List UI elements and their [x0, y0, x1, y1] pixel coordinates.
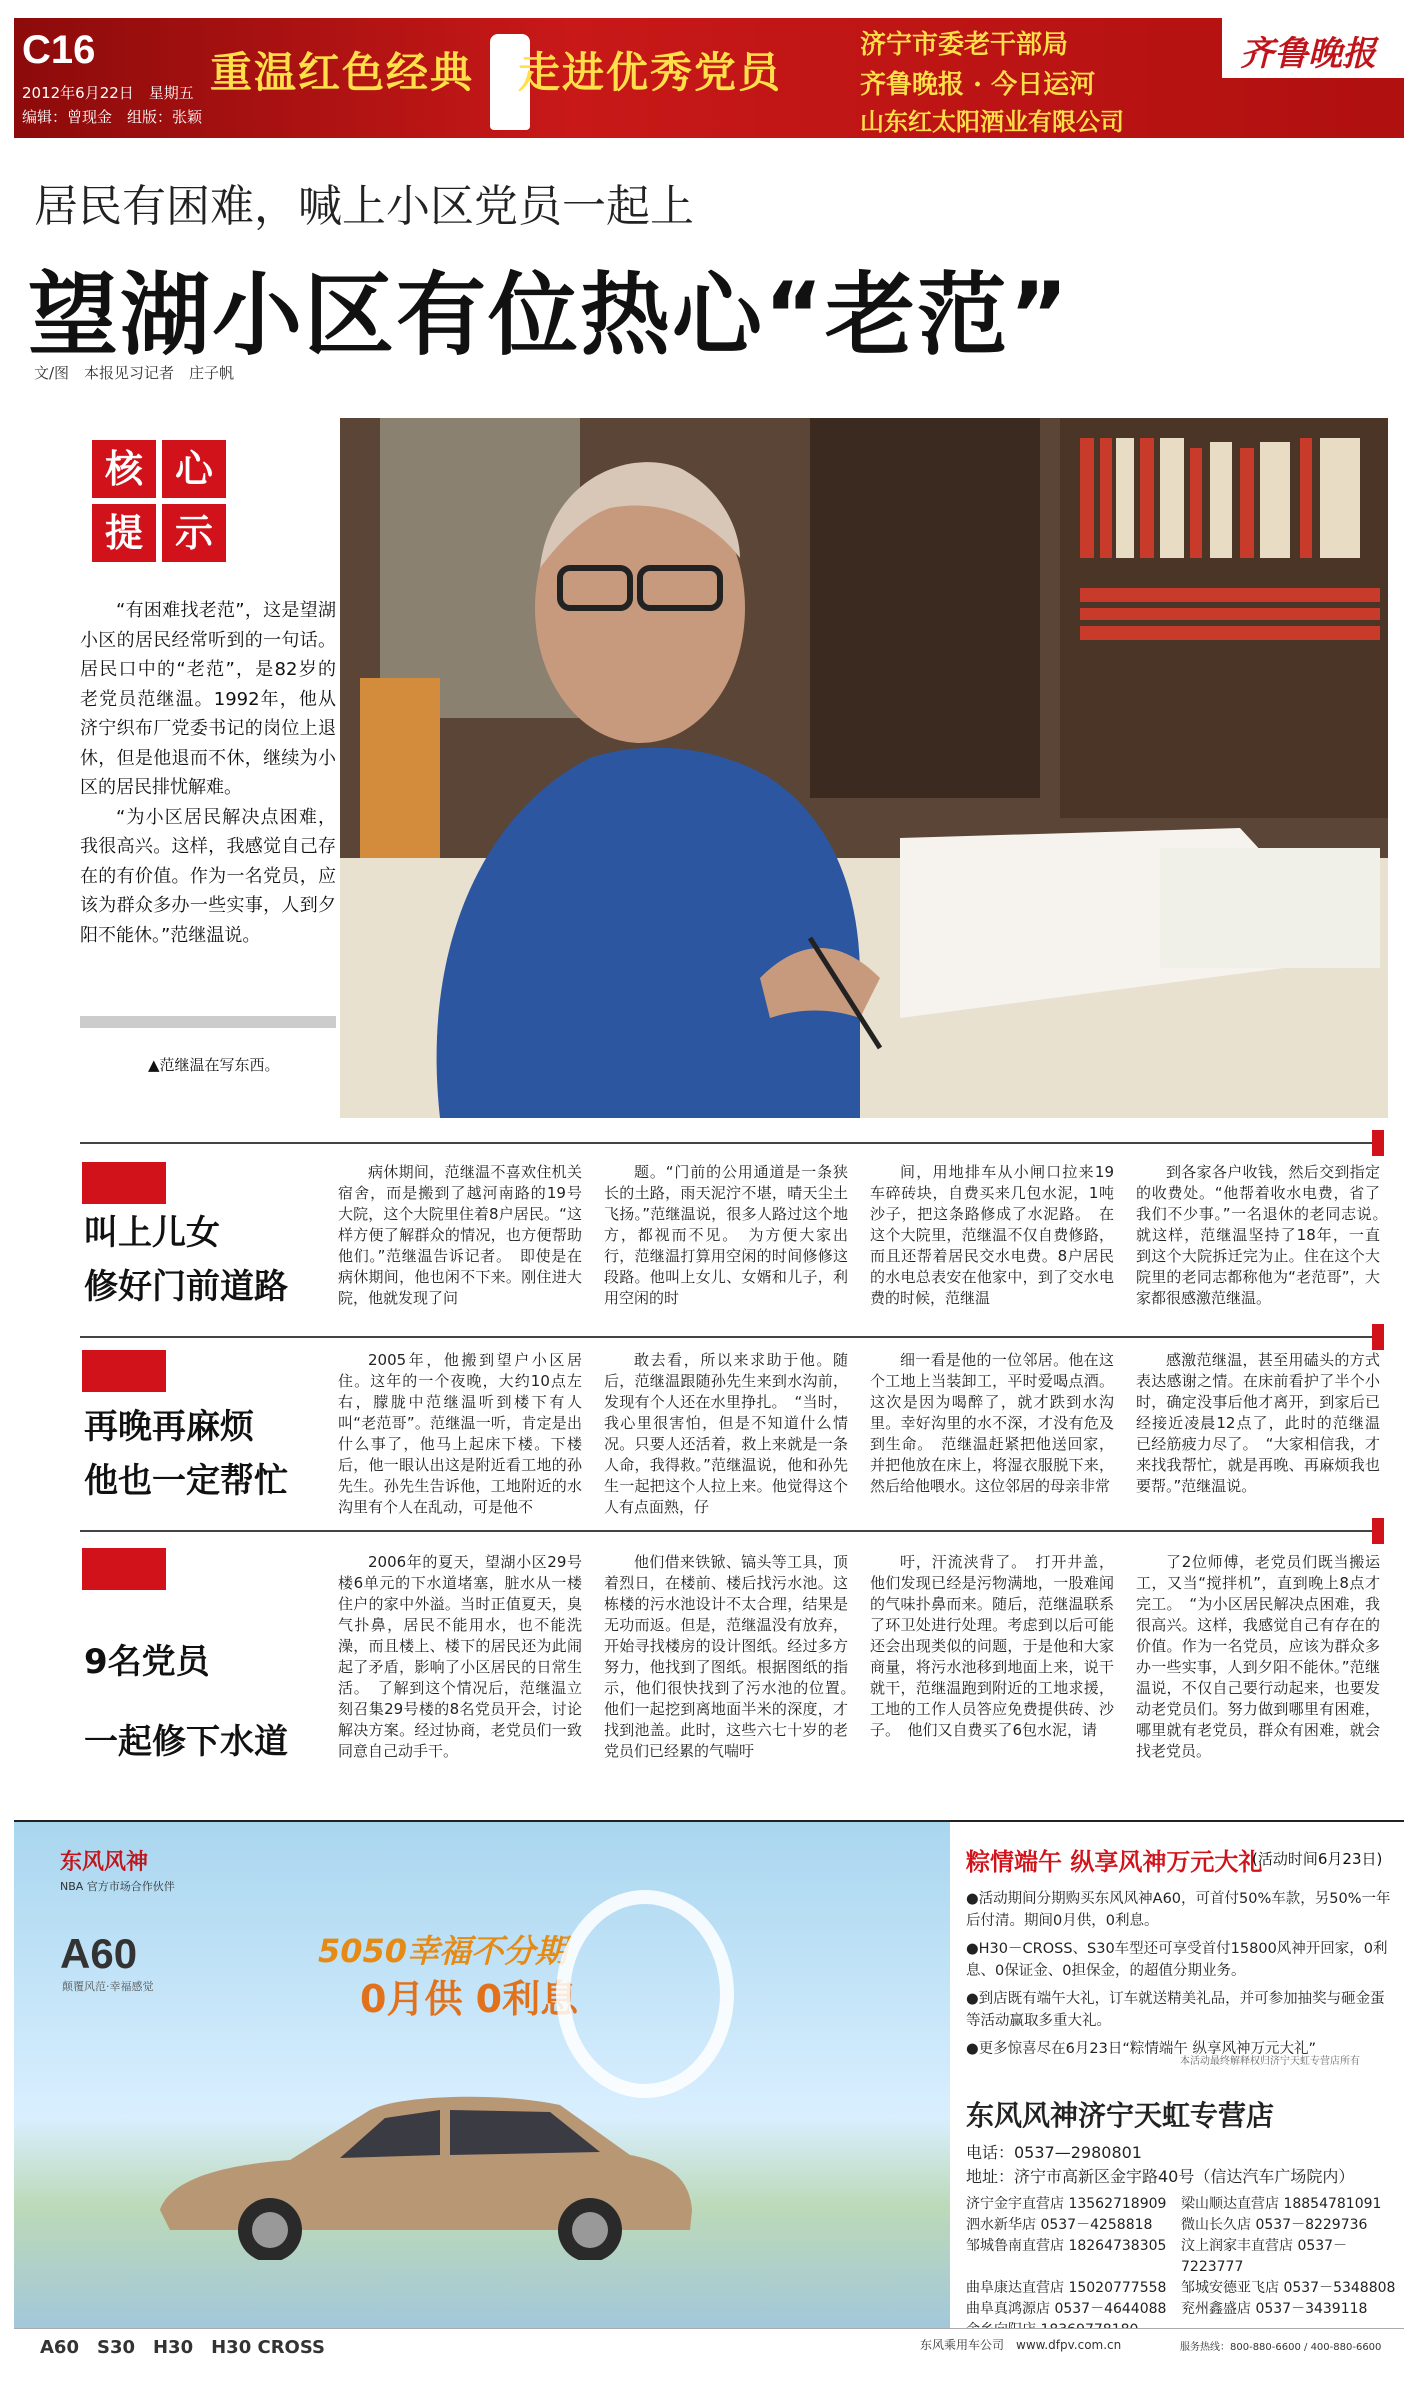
- branch-entry: 邹城鲁南直营店 18264738305: [966, 2238, 1167, 2254]
- ad-promo-item: ●到店既有端午大礼，订车就送精美礼品，并可参加抽奖与砸金蛋等活动赢取多重大礼。: [966, 1991, 1385, 2029]
- branch-entry: 兖州鑫盛店 0537－3439118: [1181, 2301, 1368, 2317]
- branch-row: [966, 2278, 1396, 2299]
- branch-entry: 汶上润家丰直营店 0537－7223777: [1181, 2238, 1348, 2275]
- ad-finance-headline: 5050幸福不分期: [318, 1932, 568, 1970]
- column-paragraph: 2005年，他搬到望户小区居住。这年的一个夜晚，大约10点左右，朦胧中范继温听到楼下有人叫“老范哥”。范继温一听，肯定是出什么事了，他马上起床下楼。下楼后，他一眼认出这是附近看工地的孙先生。孙先生告诉他，工地附近的水沟里有个人在乱动，可是他不: [338, 1351, 582, 1516]
- article-subtitle: 居民有困难，喊上小区党员一起上: [34, 181, 694, 232]
- column-paragraph: 吁，汗流浃背了。 打开井盖，他们发现已经是污物满地，一股难闻的气味扑鼻而来。随后，范继温联系了环卫处进行处理。考虑到以后可能还会出现类似的问题，于是他和大家商量，将污水池移到地面上来，说干就干，范继温跑到附近的工地求援，工地的工作人员答应免费提供砖、沙子。 他们又自费买了6包水泥，请: [870, 1553, 1114, 1739]
- ad-model-sub: 颠覆风范·幸福感觉: [62, 1980, 154, 1993]
- column-paragraph: 到各家各户收钱，然后交到指定的收费处。“他帮着收水电费，省了我们不少事。”一名退休的老同志说。 就这样，范继温坚持了18年，一直到这个大院拆迁完为止。住在这个大院里的老同志都称他为“老范哥”，大家都很感激范继温。: [1136, 1163, 1396, 1307]
- heading-line: 9名党员: [84, 1642, 210, 1682]
- column-paragraph: 感激范继温，甚至用磕头的方式表达感谢之情。在床前看护了半个小时，确定没事后他才离开，到家后已经接近凌晨12点了，此时的范继温已经筋疲力尽了。 “大家相信我，才来找我帮忙，就是再晚、再麻烦我也要帮。”范继温说。: [1136, 1351, 1380, 1495]
- branch-row: [966, 2236, 1396, 2278]
- text-column: [604, 1350, 848, 1518]
- key-hint-char: 核: [92, 440, 156, 498]
- heading-line: 他也一定帮忙: [84, 1461, 288, 1501]
- heading-line: 叫上儿女: [84, 1213, 220, 1253]
- key-hint-char: 示: [162, 504, 226, 562]
- key-hint-char: 提: [92, 504, 156, 562]
- ad-promo-item: ●更多惊喜尽在6月23日“粽情端午 纵享风神万元大礼”: [966, 2041, 1316, 2057]
- branch-row: [966, 2194, 1396, 2215]
- branch-entry: 微山长久店 0537－8229736: [1181, 2217, 1368, 2233]
- branch-entry: 曲阜真鸿源店 0537－4644088: [966, 2301, 1167, 2317]
- text-column: [1136, 1162, 1396, 1309]
- branch-entry: 济宁金宇直营店 13562718909: [966, 2196, 1167, 2212]
- ad-disclaimer: 本活动最终解释权归济宁天虹专营店所有: [1180, 2056, 1360, 2067]
- section-divider: [80, 1530, 1380, 1532]
- section-marker: [1372, 1324, 1384, 1350]
- heading-line: 再晚再麻烦: [84, 1407, 254, 1447]
- key-hint-char: 心: [162, 440, 226, 498]
- column-paragraph: 了2位师傅，老党员们既当搬运工，又当“搅拌机”，直到晚上8点才完工。 “为小区居民解决点困难，我很高兴。这样，我感觉自己有存在的价值。作为一名党员，应该为群众多办一些实事，人到夕阳不能休。”范继温说，不仅自己要行动起来，也要发动老党员们。努力做到哪里有困难，哪里就有老党员，群众有困难，就会找老党员。: [1136, 1553, 1380, 1760]
- column-paragraph: 敢去看，所以来求助于他。随后，范继温跟随孙先生来到水沟前，发现有个人还在水里挣扎。 “当时，我心里很害怕，但是不知道什么情况。只要人还活着，救上来就是一条人命，我得救。”范继温说，他和孙先生一起把这个人拉上来。他觉得这个人有点面熟，仔: [604, 1351, 848, 1516]
- branch-entry: 曲阜康达直营店 15020777558: [966, 2280, 1167, 2296]
- section-heading-2: [84, 1400, 288, 1508]
- ad-footer-brand: 东风乘用车公司 www.dfpv.com.cn: [920, 2338, 1122, 2352]
- ad-promo-item: ●活动期间分期购买东风风神A60，可首付50%车款，另50%一年后付清。期间0月供，0利息。: [966, 1891, 1391, 1929]
- section-divider: [80, 1336, 1380, 1338]
- byline: 文/图 本报见习记者 庄子帆: [34, 364, 235, 382]
- sidebar-divider: [80, 1016, 336, 1028]
- key-hint-badge: [92, 440, 232, 566]
- key-hint-paragraph: “为小区居民解决点困难，我很高兴。这样，我感觉自己存在的有价值。作为一名党员，应该为群众多办一些实事，人到夕阳不能休。”范继温说。: [80, 806, 336, 946]
- issue-date: 2012年6月22日 星期五: [22, 84, 194, 102]
- ad-phone: 电话：0537—2980801: [966, 2143, 1142, 2162]
- ad-hotline: 服务热线：800-880-6600 / 400-880-6600: [1180, 2342, 1382, 2353]
- ad-model-lineup: A60 S30 H30 H30 CROSS: [40, 2337, 325, 2358]
- text-column: [604, 1162, 848, 1309]
- sponsor-line-2: 齐鲁晚报 · 今日运河: [860, 70, 1096, 100]
- branch-entry: 邹城安德亚飞店 0537－5348808: [1181, 2280, 1396, 2296]
- section-divider: [80, 1142, 1380, 1144]
- car-icon: [140, 2070, 700, 2260]
- column-paragraph: 他们借来铁锨、镐头等工具，顶着烈日，在楼前、楼后找污水池。这栋楼的污水池设计不太合理，结果是无功而返。但是，范继温没有放弃，开始寻找楼房的设计图纸。经过多方努力，他找到了图纸。根据图纸的指示，他们很快找到了污水池的位置。 他们一起挖到离地面半米的深度，才找到池盖。此时，这些六七十岁的老党员们已经累的气喘吁: [604, 1553, 864, 1760]
- key-hint-text: [80, 596, 336, 950]
- heading-line: 一起修下水道: [84, 1722, 288, 1762]
- ad-promo-time: (活动时间6月23日): [1252, 1850, 1383, 1868]
- ad-address: 地址：济宁市高新区金宇路40号（信达汽车广场院内）: [966, 2167, 1355, 2186]
- column-paragraph: 病休期间，范继温不喜欢住机关宿舍，而是搬到了越河南路的19号大院，这个大院里住着8户居民。“这样方便了解群众的情况，也方便帮助他们。”范继温告诉记者。 即使是在病休期间，他也闲不下来。刚住进大院，他就发现了问: [338, 1163, 582, 1307]
- text-column: [604, 1552, 864, 1762]
- ad-brand-sub: NBA 官方市场合作伙伴: [60, 1880, 175, 1893]
- branch-row: [966, 2299, 1396, 2320]
- branch-entry: 泗水新华店 0537－4258818: [966, 2217, 1153, 2233]
- text-column: [870, 1162, 1114, 1309]
- newspaper-logo: 齐鲁晚报: [1240, 34, 1376, 74]
- column-slogan: 重温红色经典 走进优秀党员: [210, 48, 783, 97]
- column-paragraph: 细一看是他的一位邻居。他在这个工地上当装卸工，平时爱喝点酒。这次是因为喝醉了，就才跌到水沟里。幸好沟里的水不深，才没有危及到生命。 范继温赶紧把他送回家，并把他放在床上，将湿衣服脱下来，然后给他喂水。这位邻居的母亲非常: [870, 1351, 1114, 1495]
- ad-promo-item: ●H30－CROSS、S30车型还可享受首付15800风神开回家，0利息、0保证金、0担保金，的超值分期业务。: [966, 1941, 1388, 1979]
- sponsor-line-1: 济宁市委老干部局: [860, 30, 1069, 60]
- ad-store-name: 东风风神济宁天虹专营店: [966, 2099, 1275, 2132]
- column-paragraph: 2006年的夏天，望湖小区29号楼6单元的下水道堵塞，脏水从一楼住户的家中外溢。当时正值夏天，臭气扑鼻，居民不能用水，也不能洗澡，而且楼上、楼下的居民还为此闹起了矛盾，影响了小区居民的日常生活。 了解到这个情况后，范继温立刻召集29号楼的8名党员开会，讨论解决方案。经过协商，老党员们一致同意自己动手干。: [338, 1553, 582, 1760]
- section-heading-3: [84, 1622, 288, 1782]
- section-tag: [82, 1350, 166, 1392]
- section-marker: [1372, 1518, 1384, 1544]
- heading-line: 修好门前道路: [84, 1267, 288, 1307]
- text-column: [1136, 1350, 1380, 1497]
- article-title: 望湖小区有位热心“老范”: [28, 263, 1071, 368]
- photo-illustration: [340, 418, 1388, 1118]
- article-photo: [340, 418, 1388, 1118]
- section-tag: [82, 1162, 166, 1204]
- column-paragraph: 间，用地排车从小闸口拉来19车碎砖块，自费买来几包水泥，1吨沙子，把这条路修成了水泥路。 在这个大院里，范继温不仅自费修路，而且还帮着居民交水电费。8户居民的水电总表安在他家中，到了交水电费的时候，范继温: [870, 1163, 1114, 1307]
- photo-caption: ▲范继温在写东西。: [148, 1056, 280, 1074]
- key-hint-paragraph: “有困难找老范”，这是望湖小区的居民经常听到的一句话。居民口中的“老范”，是82岁的老党员范继温。1992年，他从济宁织布厂党委书记的岗位上退休，但是他退而不休，继续为小区的居民排忧解难。: [80, 600, 336, 798]
- ad-model: A60: [60, 1930, 138, 1977]
- text-column: [1136, 1552, 1380, 1762]
- ad-promo-title: 粽情端午 纵享风神万元大礼: [966, 1848, 1263, 1876]
- section-tag: [82, 1548, 166, 1590]
- zero-ring-graphic: [556, 1890, 734, 2098]
- ad-brand: 东风风神: [60, 1850, 149, 1875]
- editor-credit: 编辑：曾现金 组版：张颖: [22, 108, 203, 126]
- ad-branch-list: [966, 2194, 1396, 2341]
- sponsor-line-3: 山东红太阳酒业有限公司: [860, 107, 1124, 136]
- section-heading-1: [84, 1206, 288, 1314]
- column-paragraph: 题。“门前的公用通道是一条狭长的土路，雨天泥泞不堪，晴天尘土飞扬。”范继温说，很多人路过这个地方，都视而不见。 为方便大家出行，范继温打算用空闲的时间修修这段路。他叫上女儿、女婿和儿子，利用空闲的时: [604, 1163, 848, 1307]
- page-number: C16: [22, 28, 96, 72]
- text-column: [870, 1350, 1114, 1497]
- text-column: [338, 1552, 582, 1762]
- ad-promo-list: [966, 1888, 1396, 2066]
- text-column: [338, 1162, 582, 1309]
- ad-finance-offer: 0月供 0利息: [360, 1977, 579, 2021]
- section-marker: [1372, 1130, 1384, 1156]
- text-column: [338, 1350, 582, 1518]
- branch-row: [966, 2215, 1396, 2236]
- text-column: [870, 1552, 1114, 1741]
- branch-entry: 梁山顺达直营店 18854781091: [1181, 2196, 1382, 2212]
